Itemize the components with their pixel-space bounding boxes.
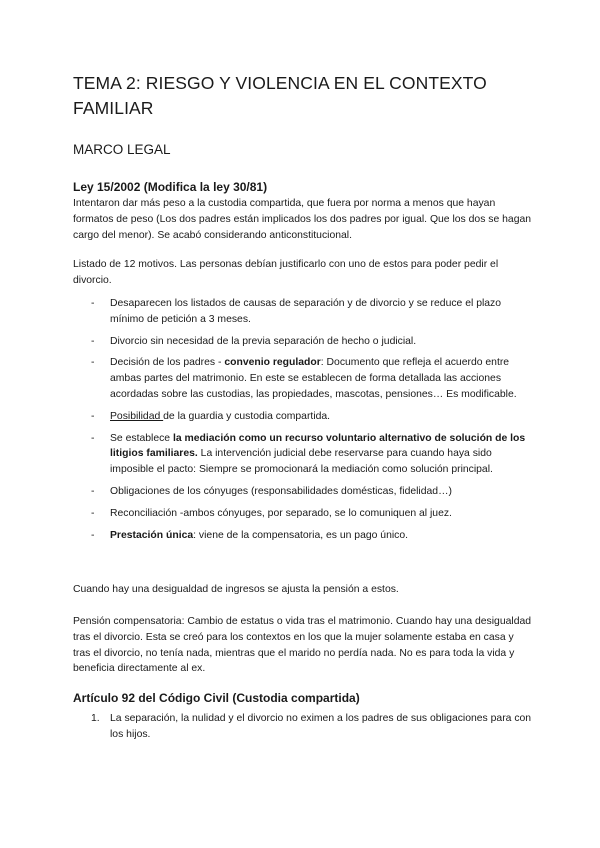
list-item — [73, 528, 533, 544]
numbered-list — [73, 711, 533, 743]
bullet-dash: - — [91, 485, 95, 497]
bullet-text: Reconciliación -ambos cónyuges, por separado, se lo comuniquen al juez. — [110, 507, 452, 519]
bullet-dash: - — [91, 357, 95, 369]
underlined-term: Posibilidad — [110, 410, 164, 422]
article-heading: Artículo 92 del Código Civil (Custodia compartida) — [73, 691, 360, 705]
bullet-text: de la guardia y custodia compartida. — [163, 410, 331, 422]
item-number: 1. — [91, 713, 100, 724]
bold-term: Prestación única — [110, 529, 194, 541]
list-item — [73, 484, 533, 500]
list-item — [73, 334, 533, 350]
motives-paragraph: Listado de 12 motivos. Las personas debían justificarlo con uno de estos para poder pedir el divorcio. — [73, 259, 499, 286]
bullet-dash: - — [91, 529, 95, 541]
bullet-dash: - — [91, 432, 95, 444]
bullet-text: Se establece — [110, 432, 173, 444]
list-item — [73, 711, 533, 743]
bullet-text: Desaparecen los listados de causas de separación y de divorcio y se reduce el plazo mínimo de petición a 3 meses. — [110, 298, 502, 325]
list-item — [73, 409, 533, 425]
item-text: La separación, la nulidad y el divorcio no eximen a los padres de sus obligaciones para con los hijos. — [110, 713, 532, 740]
list-item — [73, 296, 533, 328]
bold-term: la mediación como un recurso voluntario alternativo de solución de los litigios familiares. — [110, 432, 526, 460]
bullet-list — [73, 296, 533, 549]
list-item — [73, 355, 533, 402]
bullet-text: : Documento que refleja el acuerdo entre ambas partes del matrimonio. En este se establecen de forma detallada las acciones acordadas sobre las custodias, las propiedades, mascotas, pensiones… Es modificable. — [110, 357, 517, 400]
bullet-dash: - — [91, 335, 95, 347]
section-heading: MARCO LEGAL — [73, 142, 171, 157]
bullet-text: Divorcio sin necesidad de la previa separación de hecho o judicial. — [110, 335, 417, 347]
bullet-dash: - — [91, 410, 95, 422]
list-item — [73, 506, 533, 522]
intro-paragraph: Intentaron dar más peso a la custodia compartida, que fuera por norma a menos que hayan formatos de peso (Los dos padres están implicados los dos padres por igual. Que los dos se hagan cargo del menor). Se acabó considerando anticonstitucional. — [73, 198, 532, 241]
bullet-text: : viene de la compensatoria, es un pago único. — [193, 529, 409, 541]
bullet-text: Decisión de los padres - — [110, 357, 225, 369]
pension-paragraph: Pensión compensatoria: Cambio de estatus o vida tras el matrimonio. Cuando hay una desigualdad tras el divorcio. Esta se creó para los contextos en los que la mujer solamente estaba en casa y tras el divorcio, no tenía nada, mientras que el marido no perdía nada. No es para toda la vida y beneficia directamente al ex. — [73, 616, 532, 675]
law-heading: Ley 15/2002 (Modifica la ley 30/81) — [73, 180, 268, 194]
bullet-text: La intervención judicial debe reservarse para cuando haya sido imposible el pacto: Siempre se promocionará la mediación como solución principal. — [110, 448, 493, 476]
page-title: TEMA 2: RIESGO Y VIOLENCIA EN EL CONTEXTO FAMILIAR — [73, 73, 487, 118]
inequality-paragraph: Cuando hay una desigualdad de ingresos se ajusta la pensión a estos. — [73, 584, 399, 595]
list-item — [73, 431, 533, 478]
bullet-text: Obligaciones de los cónyuges (responsabilidades domésticas, fidelidad…) — [110, 485, 452, 497]
bullet-dash: - — [91, 298, 95, 309]
bullet-dash: - — [91, 507, 95, 519]
bold-term: convenio regulador — [224, 357, 321, 369]
